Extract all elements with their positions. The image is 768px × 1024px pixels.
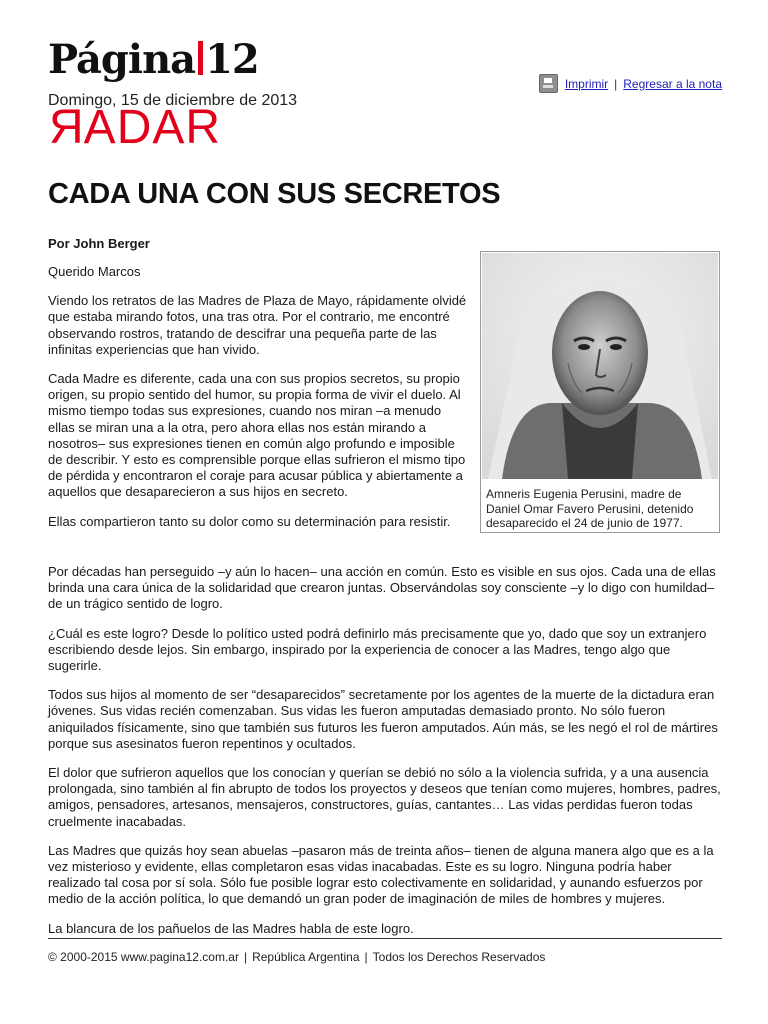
paragraph: Cada Madre es diferente, cada una con sus propios secretos, su propio origen, su propio sentido del humor, su propia forma de vivir el duelo. Al mismo tiempo todas sus expresiones, cuando nos miran –a menudo ellas se miran una a la otra, pero ahora ellas nos están mirando a nosotros– sus expresiones tienen en común algo profundo e imposible de describir. Y esto es comprensible porque ellas sufrieron el mismo tipo de pérdida y encontraron el coraje para acusar pública y abiertamente a aquellos que desaparecieron a sus hijos en secreto. bbox=[48, 371, 466, 500]
footer-country: República Argentina bbox=[252, 950, 360, 964]
printer-icon[interactable] bbox=[539, 74, 558, 93]
radar-flipped-letter: R bbox=[48, 101, 84, 154]
article-title: CADA UNA CON SUS SECRETOS bbox=[48, 178, 501, 210]
paragraph: Ellas compartieron tanto su dolor como su determinación para resistir. bbox=[48, 513, 451, 529]
paragraph: Viendo los retratos de las Madres de Plaza de Mayo, rápidamente olvidé que estaba mirando fotos, una tras otra. Por el contrario, me encontré observando rostros, tratando de descifrar una pequeña parte de las infinitas experiencias que han vivido. bbox=[48, 293, 467, 357]
footer-separator: | bbox=[364, 950, 368, 964]
logo-bar bbox=[198, 41, 203, 75]
article-tools bbox=[539, 74, 722, 93]
footer-copyright: © 2000-2015 www.pagina12.com.ar bbox=[48, 950, 239, 964]
back-to-article-link[interactable]: Regresar a la nota bbox=[623, 76, 722, 91]
publication-date: Domingo, 15 de diciembre de 2013 bbox=[48, 92, 298, 109]
paragraph: Todos sus hijos al momento de ser “desaparecidos” secretamente por los agentes de la muerte de la dictadura eran jóvenes. Sus vidas recién comenzaban. Sus vidas les fueron amputadas demasiado pronto. No sólo fueron aniquilados físicamente, sino que también sus futuros les fueron amputados. Aún más, se les negó el rol de mártires porque sus asesinatos fueron repentinos y ocultados. bbox=[48, 687, 718, 751]
article-body-full bbox=[48, 564, 722, 950]
article-body-column bbox=[48, 264, 468, 543]
radar-letters: ADAR bbox=[83, 101, 222, 154]
article-figure bbox=[480, 251, 720, 533]
article-byline: Por John Berger bbox=[48, 236, 150, 251]
footer-divider bbox=[48, 938, 722, 939]
paragraph: ¿Cuál es este logro? Desde lo político usted podrá definirlo más precisamente que yo, dado que soy un extranjero escribiendo desde lejos. Sin embargo, inspirado por la experiencia de conocer a las Madres, tengo algo que sugerirle. bbox=[48, 625, 707, 674]
pagina12-logo bbox=[48, 36, 259, 83]
portrait-photo bbox=[482, 253, 718, 479]
paragraph: La blancura de los pañuelos de las Madres habla de este logro. bbox=[48, 920, 414, 936]
page-footer bbox=[48, 950, 545, 964]
paragraph: Las Madres que quizás hoy sean abuelas –pasaron más de treinta años– tienen de alguna manera algo que es a la vez misterioso y evidente, ellas completaron esas vidas inacabadas. Este es su logro. Ninguna podría haber realizado tal cosa por sí sola. Sólo fue posible lograr esto colectivamente en solidaridad, y aunando esfuerzos por medio de la acción política, lo que demandó un gran poder de imaginación de miles de hombres y mujeres. bbox=[48, 842, 714, 907]
footer-separator: | bbox=[243, 950, 248, 964]
logo-text-right: 12 bbox=[205, 36, 259, 83]
footer-rights: Todos los Derechos Reservados bbox=[372, 950, 546, 964]
tools-separator: | bbox=[614, 76, 618, 91]
paragraph: Querido Marcos bbox=[48, 264, 141, 279]
paragraph: Por décadas han perseguido –y aún lo hacen– una acción en común. Esto es visible en sus ojos. Cada una de ellas brinda una cara única de la solidaridad que crearon juntas. Observándolas soy consciente –y lo digo con humildad– de un trágico sentido de logro. bbox=[48, 564, 716, 612]
radar-section-logo bbox=[48, 101, 222, 154]
photo-caption: Amneris Eugenia Perusini, madre de Daniel Omar Favero Perusini, detenido desaparecido el 24 de junio de 1977. bbox=[486, 487, 694, 530]
print-link[interactable]: Imprimir bbox=[564, 76, 609, 91]
paragraph: El dolor que sufrieron aquellos que los conocían y querían se debió no sólo a la violencia sufrida, y a una ausencia prolongada, sino también al fin abrupto de todos los proyectos y deseos que tenían como mujeres, hombres, padres, amigos, pensadores, artesanos, mensajeros, constructores, guías, cantantes… Las vidas perdidas fueron todas cruelmente inacabadas. bbox=[48, 765, 721, 829]
logo-text-left: Página bbox=[48, 36, 196, 83]
portrait-illustration bbox=[482, 253, 718, 479]
